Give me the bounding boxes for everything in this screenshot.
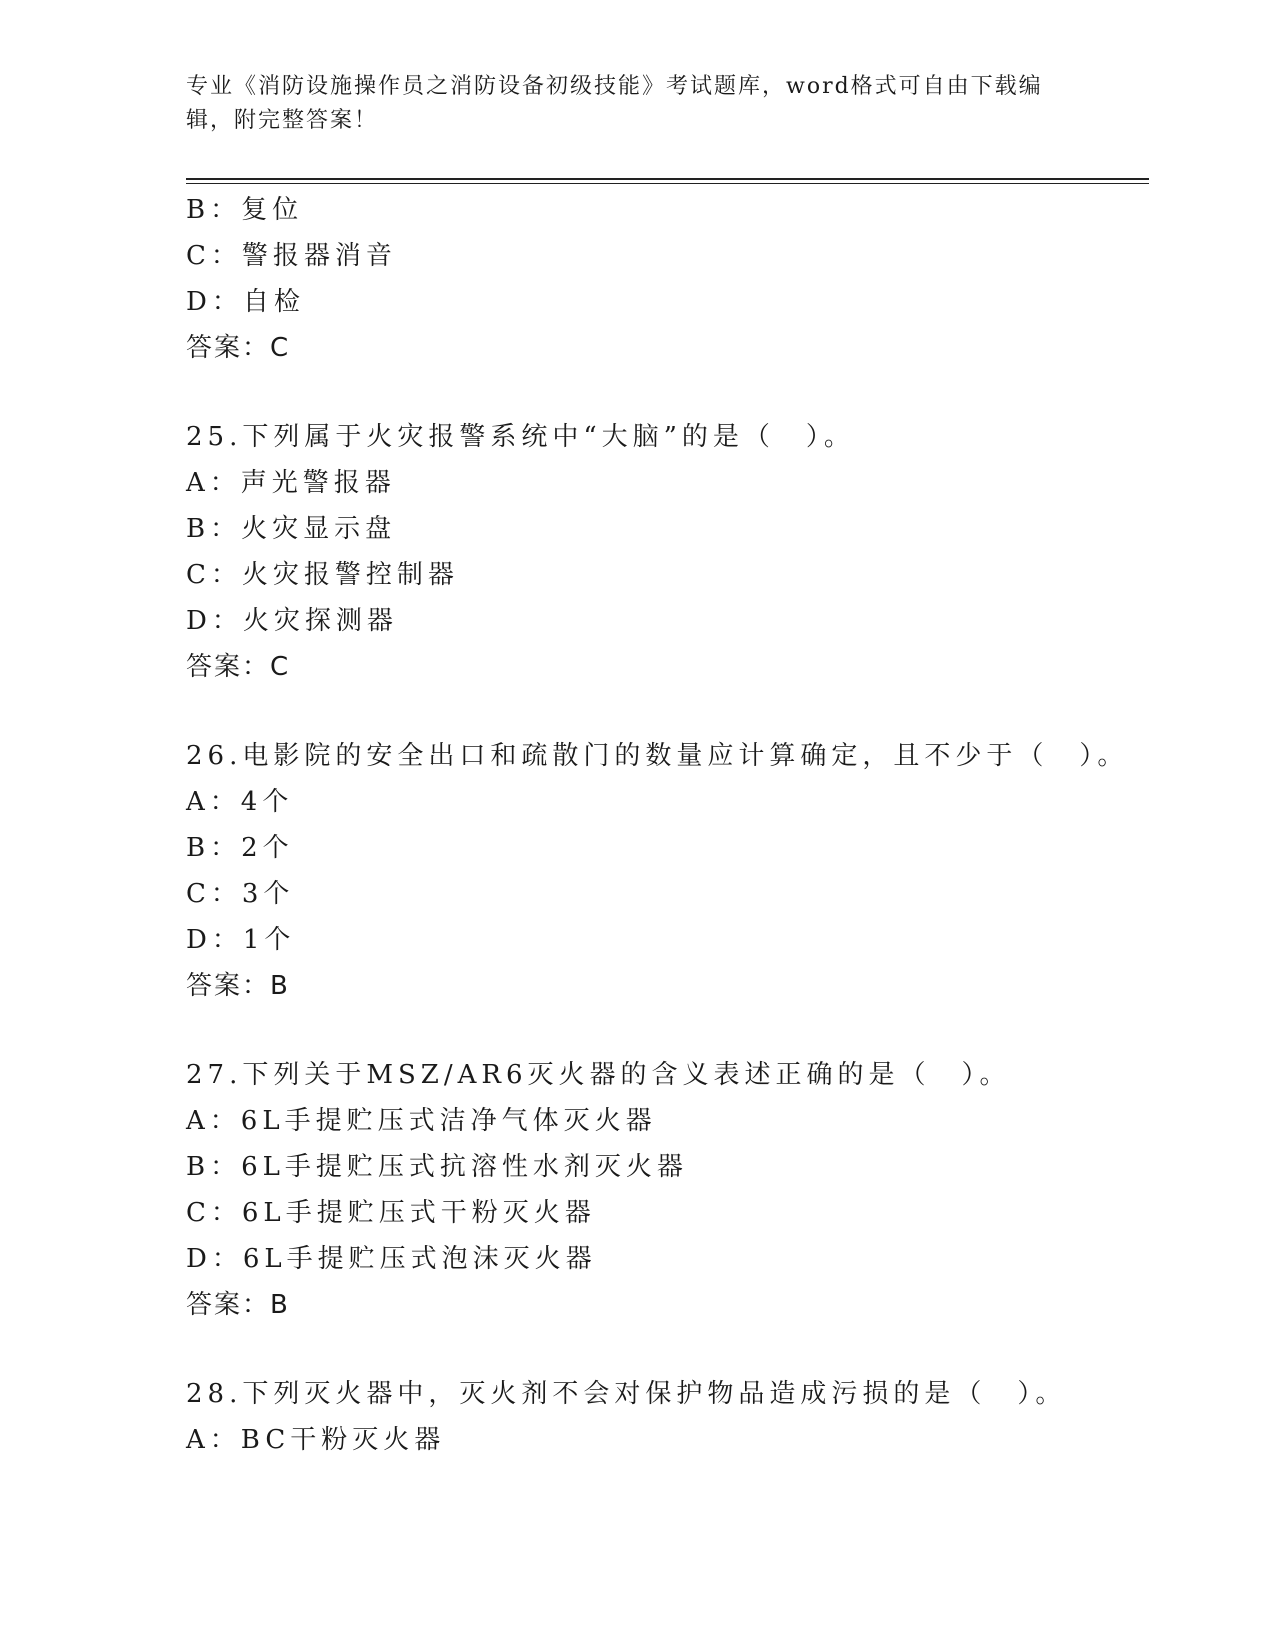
question-25: [186, 414, 1149, 690]
question-28: [186, 1371, 1149, 1463]
question-27: [186, 1052, 1149, 1328]
document-header: 专业《消防设施操作员之消防设备初级技能》考试题库，word格式可自由下载编辑，附完整答案！: [186, 74, 1043, 133]
option-a: A：声光警报器: [186, 468, 396, 498]
option-c: C：火灾报警控制器: [186, 560, 459, 590]
question-26: [186, 733, 1149, 1009]
option-d: D：火灾探测器: [186, 606, 398, 636]
option-a: A：6L手提贮压式洁净气体灭火器: [186, 1106, 657, 1136]
question-stem: 26.电影院的安全出口和疏散门的数量应计算确定，且不少于（ ）。: [186, 741, 1129, 771]
answer-line: 答案：B: [186, 1290, 290, 1320]
option-d: D：6L手提贮压式泡沫灭火器: [186, 1244, 597, 1274]
option-c: C：3个: [186, 879, 295, 909]
option-d: D：1个: [186, 925, 296, 955]
option-b: B：6L手提贮压式抗溶性水剂灭火器: [186, 1152, 688, 1182]
option-a: A：BC干粉灭火器: [186, 1425, 446, 1455]
header-rule-thin: [186, 183, 1149, 184]
question-stem: 25.下列属于火灾报警系统中“大脑”的是（ ）。: [186, 422, 855, 452]
answer-line: 答案：B: [186, 971, 290, 1001]
previous-question-continuation: [186, 187, 1149, 371]
answer-line: 答案：C: [186, 333, 291, 363]
option-c: C：警报器消音: [186, 241, 397, 271]
option-b: B：复位: [186, 195, 304, 225]
answer-line: 答案：C: [186, 652, 291, 682]
option-b: B：火灾显示盘: [186, 514, 397, 544]
option-c: C：6L手提贮压式干粉灭火器: [186, 1198, 596, 1228]
option-d: D：自检: [186, 287, 305, 317]
header-rule-thick: [186, 178, 1149, 180]
question-stem: 27.下列关于MSZ/AR6灭火器的含义表述正确的是（ ）。: [186, 1060, 1011, 1090]
option-a: A：4个: [186, 787, 294, 817]
question-list: [186, 187, 1149, 1463]
option-b: B：2个: [186, 833, 294, 863]
question-stem: 28.下列灭火器中，灭火剂不会对保护物品造成污损的是（ ）。: [186, 1379, 1067, 1409]
